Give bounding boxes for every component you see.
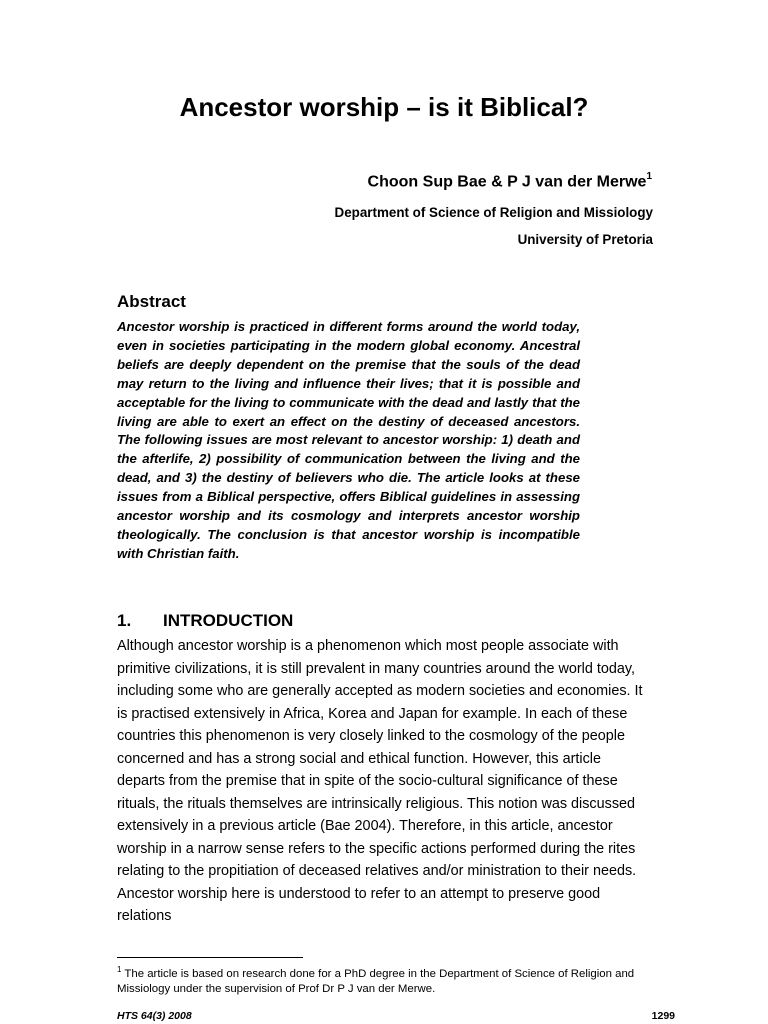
journal-citation: HTS 64(3) 2008 (117, 1010, 192, 1022)
section-heading (117, 611, 293, 631)
introduction-text: Although ancestor worship is a phenomenon which most people associate with primitive civilizations, it is still prevalent in many countries around the world today, including some who are generally accepted as modern societies and economies. It is practised extensively in Africa, Korea and Japan for example. In each of these countries this phenomenon is very closely linked to the cosmology of the people concerned and has a strong social and ethical function. However, this article departs from the premise that in spite of the socio-cultural significance of these rituals, the rituals themselves are intrinsically religious. This notion was discussed extensively in a previous article (Bae 2004). Therefore, in this article, ancestor worship in a narrow sense refers to the specific actions performed during the rites relating to the propitiation of deceased relatives and/or ministration to their needs. Ancestor worship here is understood to refer to an attempt to preserve good relations (117, 638, 643, 924)
article-title: Ancestor worship – is it Biblical? (179, 92, 589, 122)
footnote-divider (117, 957, 303, 958)
footnote (117, 963, 647, 996)
department-affiliation: Department of Science of Religion and Missiology (334, 205, 653, 220)
section-title: INTRODUCTION (163, 611, 294, 630)
author-footnote-marker: 1 (646, 171, 652, 182)
abstract-text: Ancestor worship is practiced in different forms around the world today, even in societies participating in the modern global economy. Ancestral beliefs are deeply dependent on the premise that the souls of the dead may return to the living and influence their lives; that it is possible and acceptable for the living to communicate with the dead and lastly that the living are able to exert an effect on the destiny of deceased ancestors. The following issues are most relevant to ancestor worship: 1) death and the afterlife, 2) possibility of communication between the living and the dead, and 3) the destiny of believers who die. The article looks at these issues from a Biblical perspective, offers Biblical guidelines in assessing ancestor worship and its cosmology and interprets ancestor worship theologically. The conclusion is that ancestor worship is incompatible with Christian faith. (117, 319, 580, 561)
author-line (368, 172, 652, 191)
university-affiliation: University of Pretoria (517, 232, 653, 247)
footnote-text: The article is based on research done for a PhD degree in the Department of Science of Religion and Missiology under the supervision of Prof Dr P J van der Merwe. (117, 967, 635, 995)
section-number: 1. (117, 611, 132, 630)
author-names: Choon Sup Bae & P J van der Merwe (367, 173, 647, 191)
page-number: 1299 (651, 1010, 675, 1022)
footnote-marker: 1 (117, 965, 122, 974)
abstract-heading: Abstract (117, 292, 186, 311)
